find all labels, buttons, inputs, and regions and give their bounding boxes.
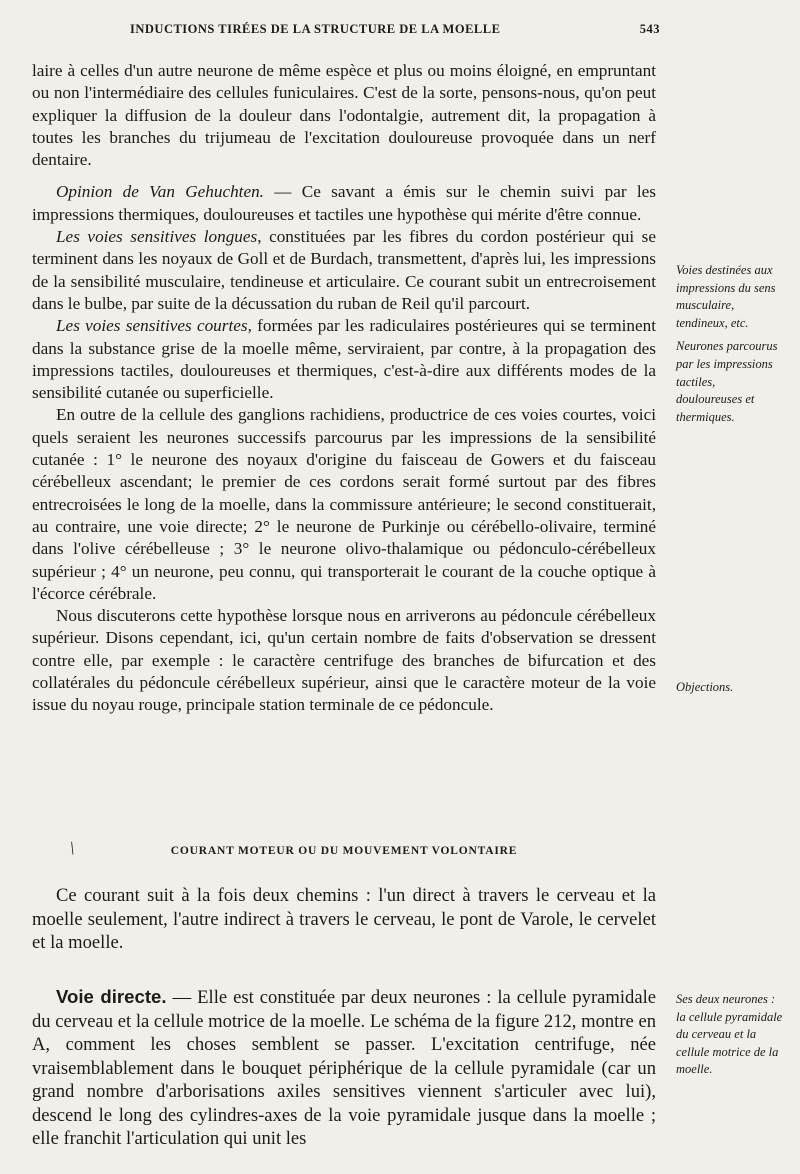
- paragraph-4: [32, 315, 656, 404]
- paragraph-4-lead: Les voies sensitives courtes: [56, 316, 248, 336]
- paragraph-5: En outre de la cellule des ganglions rachidiens, productrice de ces voies courtes, voici quels seraient les neurones successifs parcourus par les impressions de la sensibilité cutanée : 1° le neurone des noyaux d'origine du faisceau de Gowers et du faisceau cérébelleux ascendant; le premier de ces cordons serait formé surtout par des fibres entrecroisées le long de la moelle, dans la commissure antérieure; le second constituerait, au contraire, une voie directe; 2° le neurone de Purkinje ou cérébello-olivaire, terminé dans l'olive cérébelleuse ; 3° le neurone olivo-thalamique ou pédonculo-cérébelleux supérieur ; 4° un neurone, peu connu, qui transporterait le courant de la couche optique à l'écorce cérébrale.: [32, 405, 656, 603]
- paragraph-8-text: — Elle est constituée par deux neurones : la cellule pyramidale du cerveau et la cellule motrice de la moelle. Le schéma de la figure 212, montre en A, comment les choses semblent se passer. L'excitation centrifuge, née vraisemblablement dans le bouquet périphérique de la cellule pyramidale (car un grand nombre d'arborisations axiles sensitives viennent s'articuler avec lui), descend le long des cylindres-axes de la voie pyramidale jusque dans la moelle ; elle franchit l'articulation qui unit les: [32, 987, 656, 1149]
- margin-note-2: Objections.: [676, 680, 734, 694]
- main-text-block-2: [32, 884, 656, 955]
- main-text-block-3: [32, 985, 656, 1151]
- paragraph-6: Nous discuterons cette hypothèse lorsque nous en arriverons au pédoncule cérébelleux supérieur. Disons cependant, ici, qu'un certain nombre de faits d'observation se dressent contre elle, par exemple : le caractère centrifuge des branches de bifurcation et des collatérales du pédoncule cérébelleux supérieur, ainsi que le caractère moteur de la voie issue du noyau rouge, principale station terminale de ce pédoncule.: [32, 606, 656, 715]
- paragraph-8: [32, 985, 656, 1151]
- running-title: INDUCTIONS TIRÉES DE LA STRUCTURE DE LA MOELLE: [130, 22, 501, 36]
- paragraph-2-text: — Ce savant a émis sur le chemin suivi par les impressions thermiques, douloureuses et tactiles une hypothèse qui mérite d'être connue.: [32, 182, 656, 224]
- main-text-block-1: [32, 60, 656, 717]
- section-heading: COURANT MOTEUR OU DU MOUVEMENT VOLONTAIRE: [170, 845, 518, 857]
- paragraph-4-text: , formées par les radiculaires postérieures qui se terminent dans la substance grise de la moelle même, serviraient, par contre, à la propagation des impressions tactiles, douloureuses et thermiques, c'est-à-dire aux différents modes de la sensibilité cutanée ou superficielle.: [32, 316, 656, 403]
- paragraph-3: [32, 226, 656, 315]
- paragraph-7: Ce courant suit à la fois deux chemins : l'un direct à travers le cerveau et la moelle seulement, l'autre indirect à travers le cerveau, le pont de Varole, le cervelet et la moelle.: [32, 885, 656, 953]
- paragraph-8-lead: Voie directe.: [56, 986, 167, 1007]
- paragraph-3-lead: Les voies sensitives longues: [56, 227, 258, 247]
- paragraph-2-lead: Opinion de Van Gehuchten.: [56, 182, 264, 202]
- paragraph-2: [32, 181, 656, 226]
- pencil-mark: /: [65, 837, 79, 859]
- margin-note-3: Ses deux neurones : la cellule pyramidale du cerveau et la cellule motrice de la moelle.: [676, 992, 783, 1077]
- paragraph-1: laire à celles d'un autre neurone de même espèce et plus ou moins éloigné, en empruntant ou non l'intermédiaire des cellules funiculaires. C'est de la sorte, pensons-nous, qu'on peut expliquer la diffusion de la douleur dans l'odontalgie, autrement dit, la propagation à toutes les branches du trijumeau de l'excitation douloureuse provoquée dans un nerf dentaire.: [32, 61, 656, 170]
- margin-note-1: [676, 262, 784, 426]
- margin-note-1a: Voies destinées aux impressions du sens musculaire, tendineux, etc.: [676, 263, 776, 330]
- paragraph-3-text: , constituées par les fibres du cordon postérieur qui se terminent dans les noyaux de Goll et de Burdach, transmettent, d'après lui, les impressions de la sensibilité musculaire, tendineuse et articulaire. Ce courant subit un entrecroisement dans le bulbe, par suite de la décussation du ruban de Reil qu'il parcourt.: [32, 227, 657, 313]
- page-number: 543: [639, 22, 660, 36]
- margin-note-1b: Neurones parcourus par les impressions tactiles, douloureuses et thermiques.: [676, 339, 778, 424]
